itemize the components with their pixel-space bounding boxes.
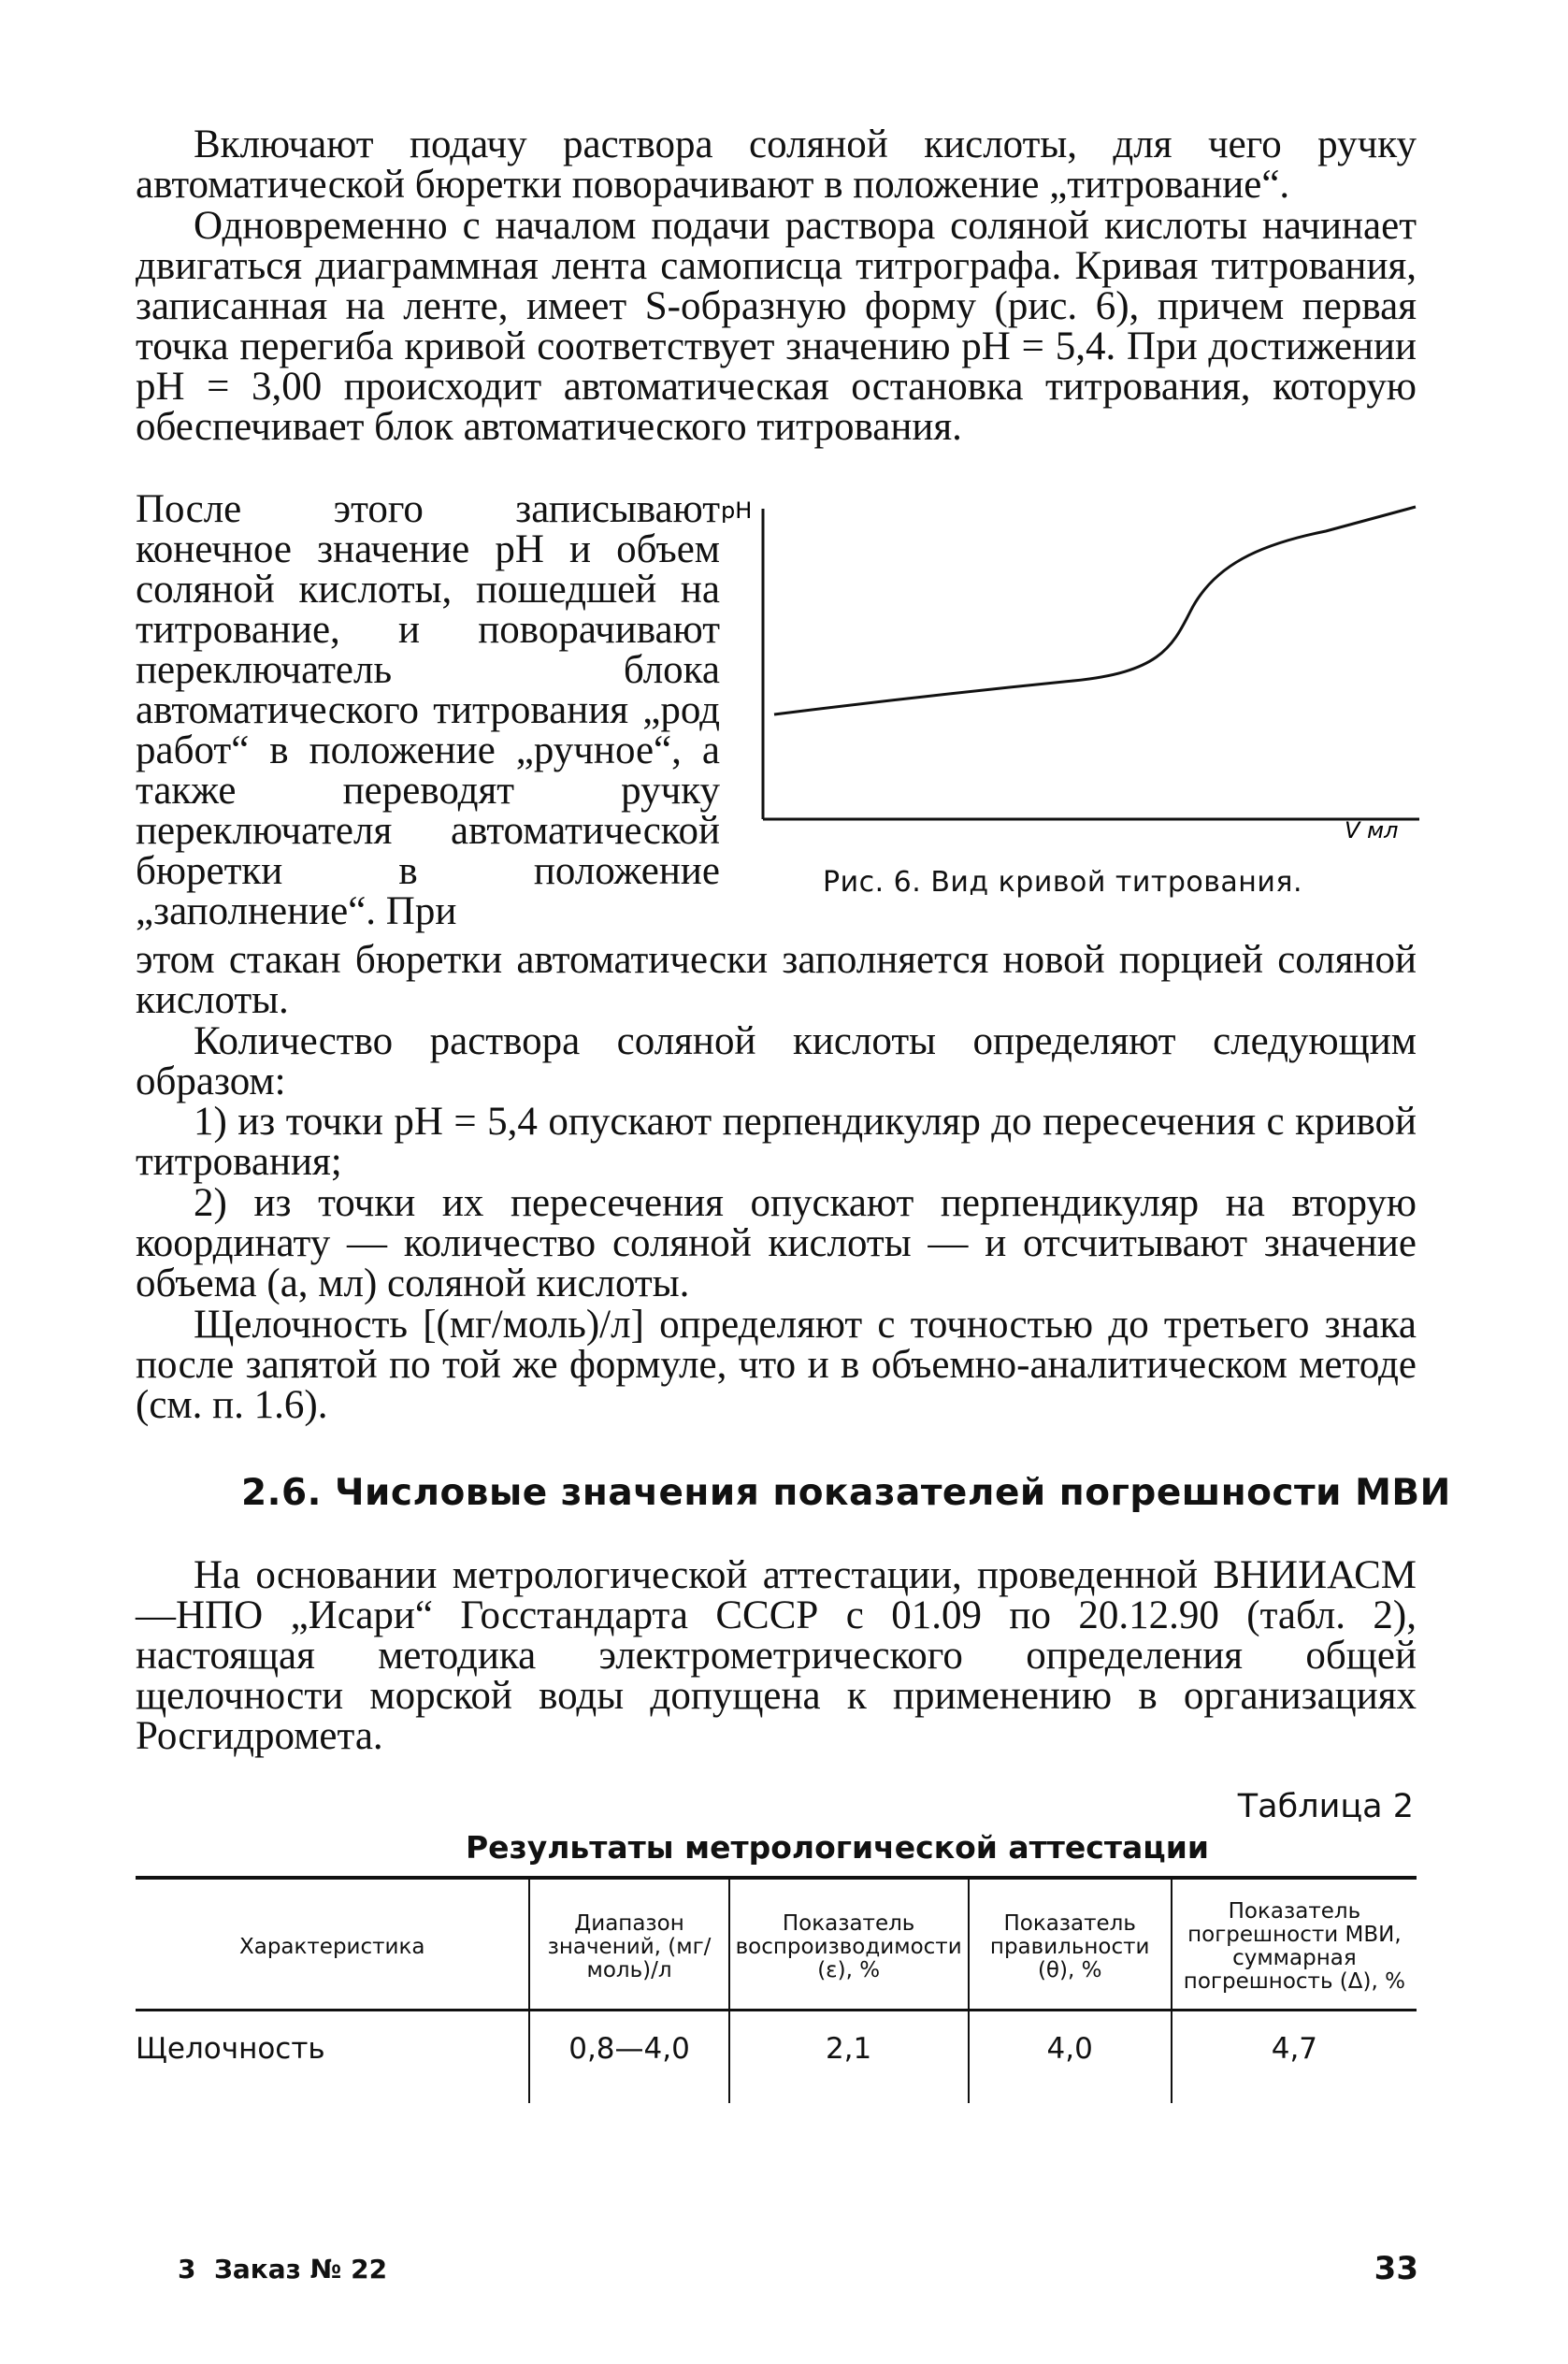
footer-order: 3 Заказ № 22	[178, 2254, 388, 2285]
paragraph-2-continued: этом стакан бюретки автоматически заполняется новой порцией соляной кислоты.	[136, 938, 1417, 1022]
x-axis-label: V мл	[1345, 817, 1399, 843]
page-number: 33	[1374, 2250, 1418, 2287]
paragraph-list-item-2: 2) из точки их пересечения опускают перпендикуляр на вторую координату — количество соляной кислоты — и отсчитывают значение объема (а, мл) соляной кислоты.	[136, 1181, 1417, 1305]
table-header-row	[136, 1878, 1417, 2011]
figure-caption: Рис. 6. Вид кривой титрования.	[823, 866, 1303, 899]
header-characteristic: Характеристика	[136, 1878, 529, 2011]
paragraph-7: На основании метрологической аттестации, проведенной ВНИИАСМ—НПО „Исари“ Госстандарта СССР с 01.09 по 20.12.90 (табл. 2), настоящая методика электрометрического определения общей щелочности морской воды допущена к применению в организациях Росгидромета.	[136, 1553, 1417, 1758]
titration-curve-figure	[718, 490, 1429, 920]
cell-total-error: 4,7	[1172, 2011, 1417, 2104]
paragraph-list-item-1: 1) из точки pH = 5,4 опускают перпендикуляр до пересечения с кривой титрования;	[136, 1100, 1417, 1184]
header-accuracy: Показатель правильности (θ), %	[969, 1878, 1172, 2011]
table-title: Результаты метрологической аттестации	[466, 1829, 1209, 1866]
header-total-error: Показатель погрешности МВИ, суммарная погрешность (Δ), %	[1172, 1878, 1417, 2011]
cell-accuracy: 4,0	[969, 2011, 1172, 2104]
paragraph-3: Количество раствора соляной кислоты определяют следующим образом:	[136, 1019, 1417, 1103]
table-row	[136, 2011, 1417, 2104]
paragraph-6: Щелочность [(мг/моль)/л] определяют с точностью до третьего знака после запятой по той же формуле, что и в объемно-аналитическом методе (см. п. 1.6).	[136, 1303, 1417, 1427]
cell-characteristic: Щелочность	[136, 2032, 325, 2066]
paragraph-2-full-width: Одновременно с началом подачи раствора соляной кислоты начинает двигаться диаграммная лента самописца титрографа. Кривая титрования, записанная на ленте, имеет S-образную форму (рис. 6), причем первая точка перегиба кривой соответствует значению pH = 5,4. При достижении pH = 3,00 происходит автоматическая остановка титрования, которую обеспечивает блок автоматического титрования.	[136, 204, 1417, 449]
table-label: Таблица 2	[1237, 1788, 1414, 1825]
paragraph-1: Включают подачу раствора соляной кислоты, для чего ручку автоматической бюретки поворачивают в положение „титрование“.	[136, 123, 1417, 207]
y-axis-label: pH	[721, 497, 753, 524]
header-reproducibility: Показатель воспроизводимости (ε), %	[729, 1878, 969, 2011]
section-heading: 2.6. Числовые значения показателей погрешности МВИ	[241, 1472, 1451, 1514]
cell-reproducibility: 2,1	[729, 2011, 969, 2104]
header-range: Диапазон значений, (мг/моль)/л	[529, 1878, 728, 2011]
titration-curve	[774, 507, 1416, 714]
paragraph-2-wrapped: После этого записывают конечное значение pH и объем соляной кислоты, пошедшей на титрование, и поворачивают переключатель блока автоматического титрования „род работ“ в положение „ручное“, а также переводят ручку переключателя автоматической бюретки в положение „заполнение“. При	[136, 487, 720, 933]
cell-range: 0,8—4,0	[529, 2011, 728, 2104]
results-table	[136, 1876, 1417, 2103]
